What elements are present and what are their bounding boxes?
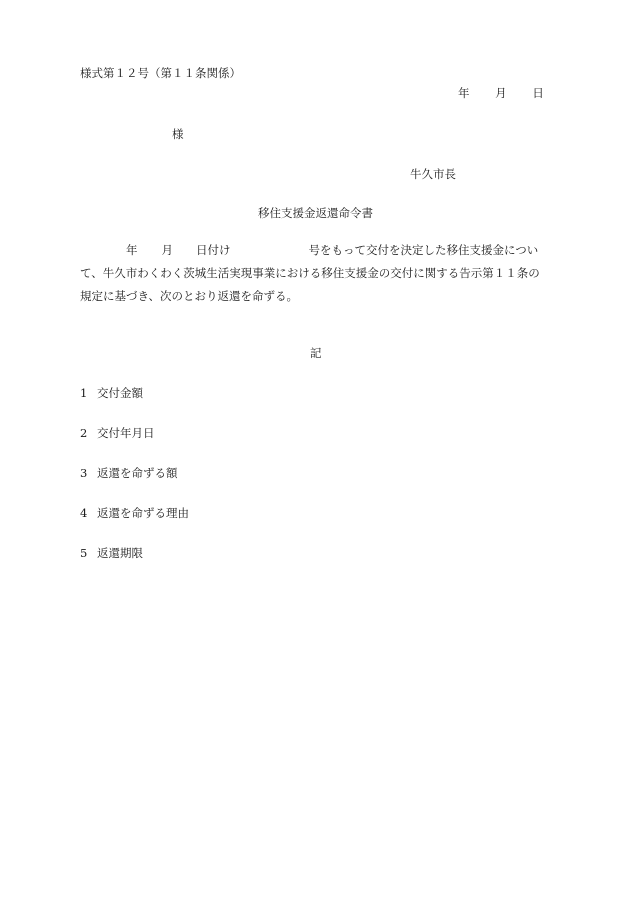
body-month-label: 月 [161,243,173,257]
item-label: 返還期限 [97,546,143,560]
item-number: 4 [80,506,88,520]
ki-heading: 記 [310,346,322,360]
body-year-label: 年 [126,243,138,257]
list-item [80,466,178,480]
item-number: 2 [80,426,88,440]
list-item [80,506,189,520]
item-label: 返還を命ずる理由 [97,506,189,520]
list-item [80,426,155,440]
form-number: 様式第１２号（第１１条関係） [80,66,241,80]
list-item [80,386,143,400]
item-label: 交付年月日 [97,426,155,440]
date-day-label: 日 [532,86,544,100]
body-line-3: 規定に基づき、次のとおり返還を命ずる。 [80,289,299,303]
body-line-1-rest: 号をもって交付を決定した移住支援金につい [308,243,539,257]
date-line [458,86,544,100]
date-month-label: 月 [495,86,507,100]
body-line-2: て、牛久市わくわく茨城生活実現事業における移住支援金の交付に関する告示第１１条の [80,266,540,280]
item-number: 3 [80,466,88,480]
body-paragraph [80,239,558,308]
item-label: 交付金額 [97,386,143,400]
document-title: 移住支援金返還命令書 [258,206,373,220]
item-label: 返還を命ずる額 [97,466,178,480]
item-number: 5 [80,546,88,560]
list-item [80,546,143,560]
issuer-name: 牛久市長 [410,167,456,181]
recipient-suffix: 様 [172,127,184,141]
date-year-label: 年 [458,86,470,100]
body-day-label: 日付け [196,243,231,257]
item-number: 1 [80,386,88,400]
body-line-1 [80,239,558,262]
